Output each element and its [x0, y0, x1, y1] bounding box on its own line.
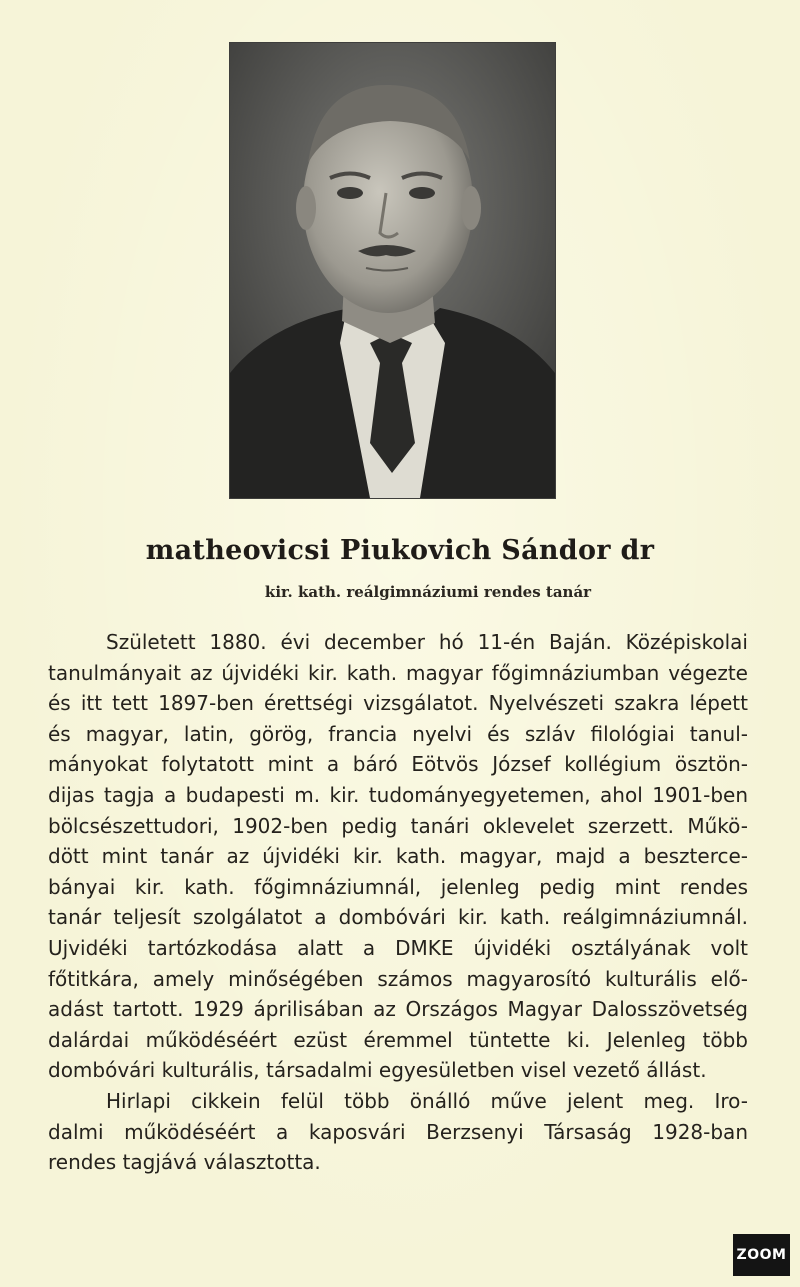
- bio-line: főtitkára, amely minőségében számos magyarosító kulturális elő-: [48, 966, 748, 991]
- bio-line: dombóvári kulturális, társadalmi egyesületben visel vezető állást.: [48, 1058, 707, 1083]
- biography-text: [48, 627, 748, 1178]
- bio-line: dijas tagja a budapesti m. kir. tudományegyetemen, ahol 1901-ben: [48, 782, 748, 807]
- person-title-subtitle: [0, 583, 800, 601]
- bio-line: rendes tagjává választotta.: [48, 1150, 321, 1175]
- bio-line: dalmi működéséért a kaposvári Berzsenyi Társaság 1928-ban: [48, 1119, 748, 1144]
- person-name-heading: matheovicsi Piukovich Sándor dr: [145, 535, 655, 566]
- zoom-logo-badge[interactable]: ZOOM: [733, 1234, 790, 1276]
- portrait-image: [230, 43, 555, 498]
- bio-line: mányokat folytatott mint a báró Eötvös József kollégium ösztön-: [48, 752, 748, 777]
- bio-line: és itt tett 1897-ben érettségi vizsgálatot. Nyelvészeti szakra lépett: [48, 691, 748, 716]
- bio-line: adást tartott. 1929 áprilisában az Országos Magyar Dalosszövetség: [48, 997, 748, 1022]
- portrait-photo: [230, 43, 555, 498]
- bio-line: bölcsészettudori, 1902-ben pedig tanári oklevelet szerzett. Műkö-: [48, 813, 748, 838]
- bio-line: és magyar, latin, görög, francia nyelvi és szláv filológiai tanul-: [48, 721, 748, 746]
- bio-line: tanulmányait az újvidéki kir. kath. magyar főgimnáziumban végezte: [48, 660, 748, 685]
- bio-line: tanár teljesít szolgálatot a dombóvári kir. kath. reálgimnáziumnál.: [48, 905, 748, 930]
- bio-line: dalárdai működéséért ezüst éremmel tüntette ki. Jelenleg több: [48, 1027, 748, 1052]
- bio-line: dött mint tanár az újvidéki kir. kath. magyar, majd a besztercе-: [48, 844, 748, 869]
- bio-line: Hirlapi cikkein felül több önálló műve jelent meg. Iro-: [106, 1088, 748, 1113]
- bio-line: Született 1880. évi december hó 11-én Baján. Középiskolai: [106, 630, 748, 654]
- bio-line: Ujvidéki tartózkodása alatt a DMKE újvidéki osztályának volt: [48, 935, 748, 960]
- bio-line: bányai kir. kath. főgimnáziumnál, jelenleg pedig mint rendes: [48, 874, 748, 899]
- subtitle-text: kir. kath. reálgimnáziumi rendes tanár: [264, 583, 592, 601]
